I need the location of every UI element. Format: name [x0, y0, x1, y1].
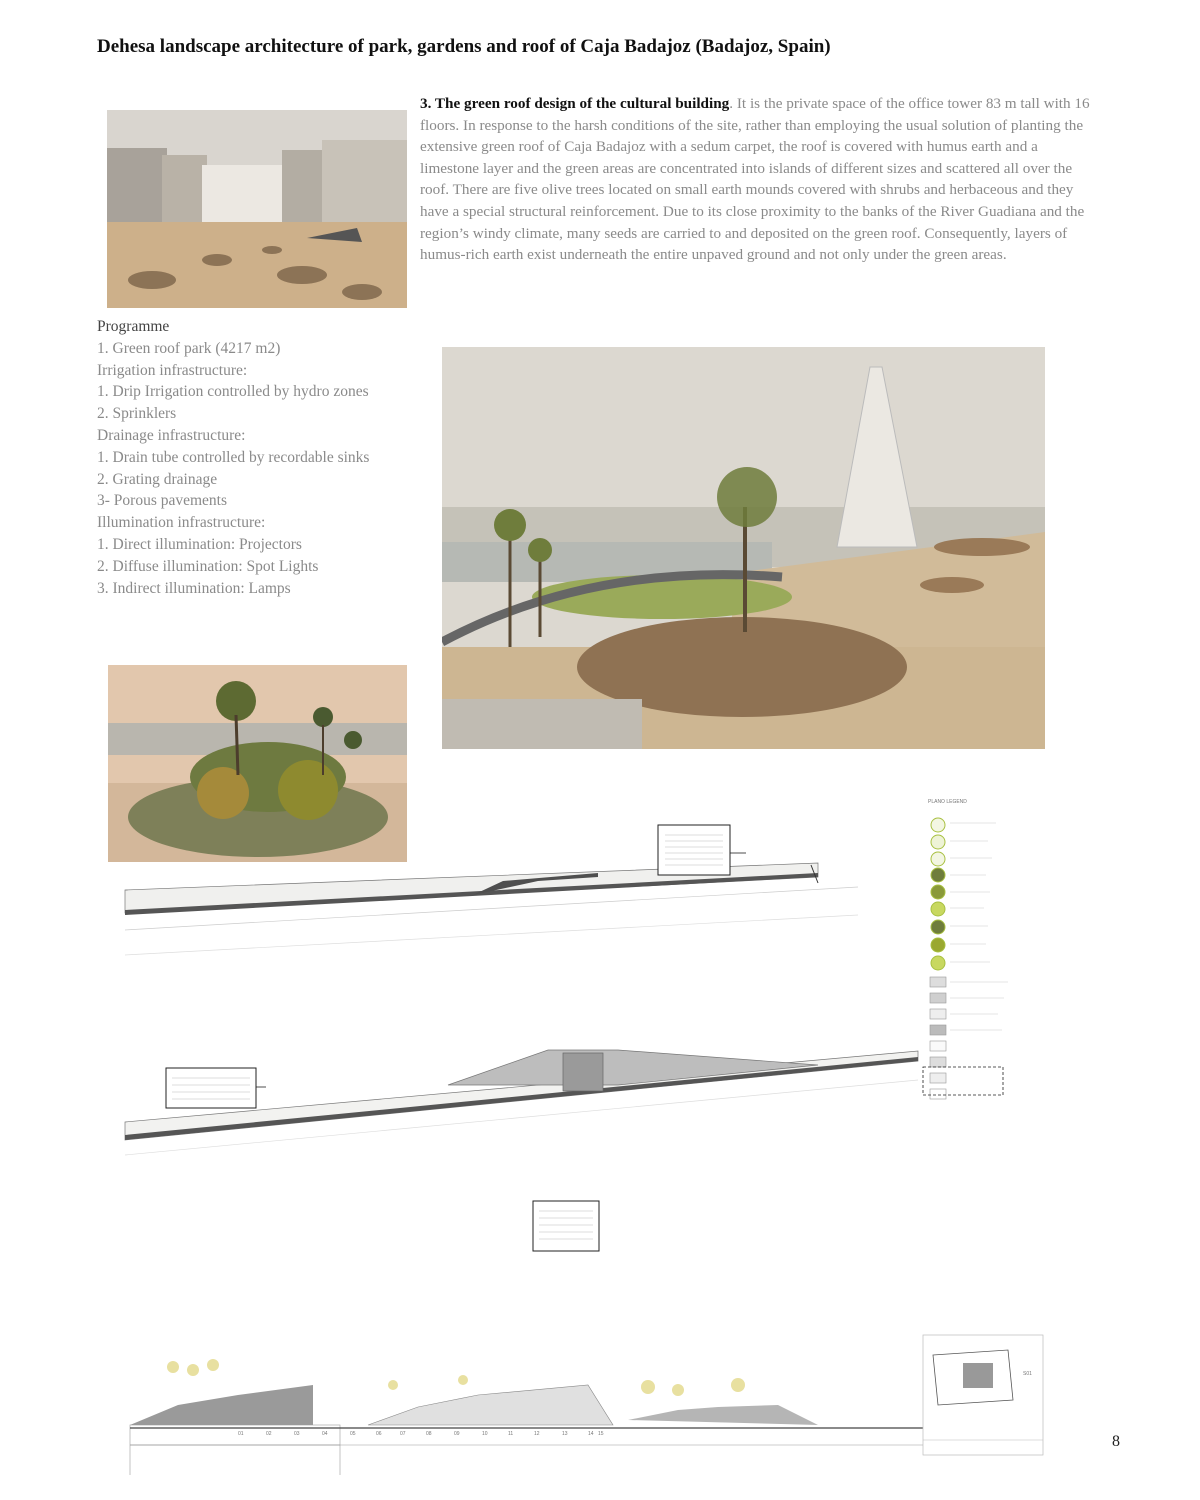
bridge-mound-photo: [442, 347, 1045, 749]
section-1: [125, 825, 858, 955]
axis-label: 15: [598, 1431, 604, 1437]
programme-line: 3- Porous pavements: [97, 492, 228, 510]
programme-line: 2. Sprinklers: [97, 405, 177, 423]
programme-line: 3. Indirect illumination: Lamps: [97, 579, 291, 597]
programme-line: 1. Green roof park (4217 m2): [97, 339, 281, 357]
axis-label: 09: [454, 1431, 460, 1437]
legend: [923, 799, 1008, 1099]
section-2: [125, 1050, 918, 1155]
section-3: [130, 1201, 913, 1475]
axis-label: 01: [238, 1431, 244, 1437]
programme-line: Irrigation infrastructure:: [97, 361, 248, 379]
programme-heading: Programme: [97, 318, 170, 335]
intro-paragraph: [420, 93, 1090, 266]
programme-line: 2. Diffuse illumination: Spot Lights: [97, 557, 319, 575]
axis-label: 04: [322, 1431, 328, 1437]
roof-overview-photo: [107, 110, 407, 308]
axis-label: 07: [400, 1431, 406, 1437]
axis-label: 05: [350, 1431, 356, 1437]
key-plan-label: S01: [1023, 1371, 1032, 1377]
axis-label: 03: [294, 1431, 300, 1437]
programme-line: Illumination infrastructure:: [97, 514, 266, 532]
axis-label: 06: [376, 1431, 382, 1437]
axis-label: 11: [508, 1431, 514, 1437]
programme-line: 1. Drain tube controlled by recordable sinks: [97, 448, 370, 466]
intro-body: . It is the private space of the office tower 83 m tall with 16 floors. In response to the harsh conditions of the site, rather than employing the usual solution of planting the extensive green roof of Caja Badajoz with a sedum carpet, the roof is covered with humus earth and a limestone layer and the green areas are concentrated into islands of different sizes and scattered all over the roof. There are five olive trees located on small earth mounds covered with shrubs and herbaceous and they have a special structural reinforcement. Due to its close proximity to the banks of the River Guadiana and the region’s windy climate, many seeds are carried to and deposited on the green roof. Consequently, layers of humus-rich earth exist underneath the entire unpaved ground and not only under the green areas.: [420, 95, 1090, 264]
axis-label: 08: [426, 1431, 432, 1437]
axis-label: 14: [588, 1431, 594, 1437]
long-elevation: [130, 1359, 948, 1445]
programme-line: Drainage infrastructure:: [97, 426, 246, 444]
axis-label: 10: [482, 1431, 488, 1437]
programme-line: 2. Grating drainage: [97, 470, 218, 488]
page-number: 8: [1112, 1433, 1120, 1450]
intro-heading: 3. The green roof design of the cultural building: [420, 95, 730, 112]
programme-line: 1. Direct illumination: Projectors: [97, 535, 302, 553]
programme-line: 1. Drip Irrigation controlled by hydro zones: [97, 383, 369, 401]
axis-label: 02: [266, 1431, 272, 1437]
axis-label: 12: [534, 1431, 540, 1437]
page-title: Dehesa landscape architecture of park, gardens and roof of Caja Badajoz (Badajoz, Spain): [97, 36, 831, 57]
technical-drawings: [118, 795, 1068, 1475]
programme-list: [97, 316, 427, 599]
legend-title: PLANO LEGEND: [928, 799, 967, 805]
key-plan: [923, 1335, 1043, 1455]
axis-label: 13: [562, 1431, 568, 1437]
